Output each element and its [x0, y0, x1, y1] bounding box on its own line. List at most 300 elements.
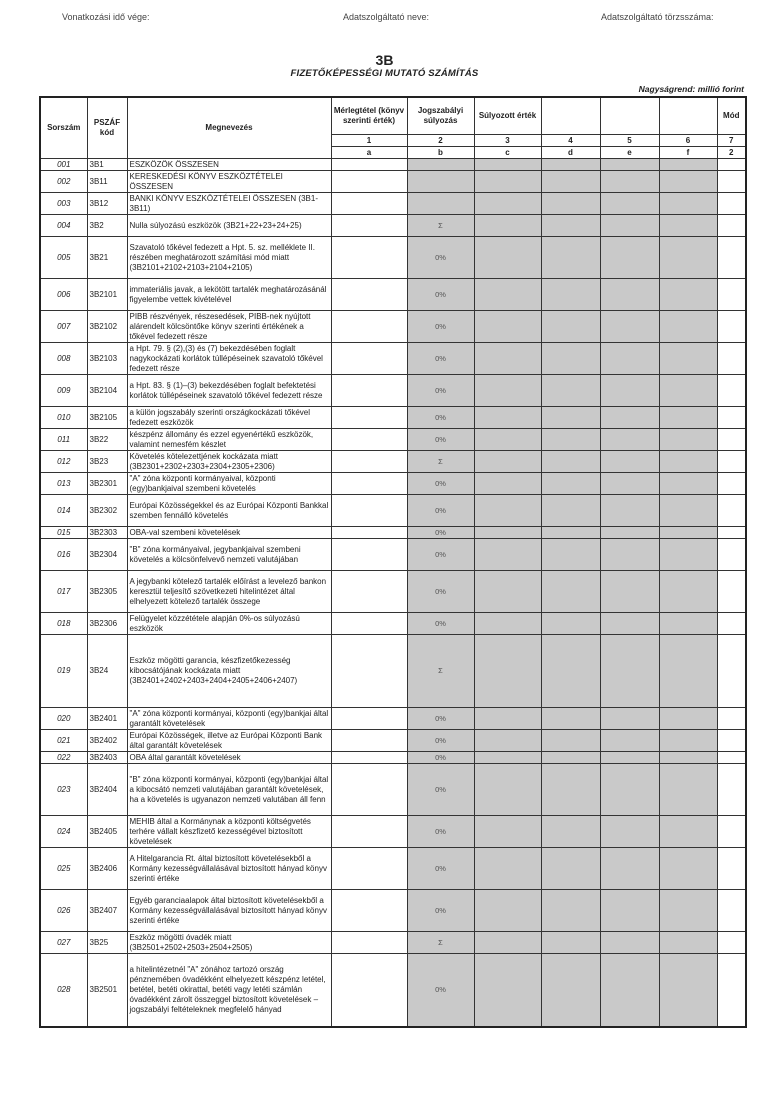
cell-col-4: [541, 539, 600, 571]
cell-mod[interactable]: [717, 752, 746, 764]
cell-balance-value[interactable]: [331, 375, 407, 407]
cell-col-6: [659, 159, 717, 171]
col-number: 2: [407, 135, 474, 147]
row-number: 015: [40, 527, 87, 539]
cell-weighted-value: [474, 613, 541, 635]
row-pszaf-code: 3B21: [87, 237, 127, 279]
row-number: 012: [40, 451, 87, 473]
cell-mod[interactable]: [717, 764, 746, 816]
cell-weighted-value: [474, 730, 541, 752]
row-pszaf-code: 3B25: [87, 932, 127, 954]
cell-col-4: [541, 816, 600, 848]
col-header-2: Jogszabályi súlyozás: [407, 97, 474, 135]
cell-weighted-value: [474, 954, 541, 1028]
row-number: 020: [40, 708, 87, 730]
row-pszaf-code: 3B2402: [87, 730, 127, 752]
row-number: 014: [40, 495, 87, 527]
cell-col-4: [541, 764, 600, 816]
table-row: [40, 343, 746, 375]
cell-mod[interactable]: [717, 311, 746, 343]
row-number: 011: [40, 429, 87, 451]
row-pszaf-code: 3B24: [87, 635, 127, 708]
cell-col-6: [659, 571, 717, 613]
cell-col-6: [659, 429, 717, 451]
row-pszaf-code: 3B2306: [87, 613, 127, 635]
row-pszaf-code: 3B2304: [87, 539, 127, 571]
row-label: készpénz állomány és ezzel egyenértékű eszközök, valamint nemesfém készlet: [127, 429, 331, 451]
cell-col-6: [659, 215, 717, 237]
row-label: a Hpt. 79. § (2),(3) és (7) bekezdésében foglalt nagykockázati korlátok túllépéseinek szavatoló tőkével fedezett része: [127, 343, 331, 375]
cell-mod[interactable]: [717, 375, 746, 407]
cell-balance-value[interactable]: [331, 932, 407, 954]
cell-balance-value[interactable]: [331, 159, 407, 171]
row-pszaf-code: 3B2104: [87, 375, 127, 407]
table-row: [40, 613, 746, 635]
cell-col-5: [600, 193, 659, 215]
row-number: 017: [40, 571, 87, 613]
cell-mod[interactable]: [717, 473, 746, 495]
row-label: MEHIB által a Kormánynak a központi költségvetés terhére vállalt készfizető kezességével biztosított követelések: [127, 816, 331, 848]
cell-weighting: 0%: [407, 429, 474, 451]
row-number: 023: [40, 764, 87, 816]
col-header-megnevezes: Megnevezés: [127, 97, 331, 159]
row-pszaf-code: 3B2301: [87, 473, 127, 495]
row-pszaf-code: 3B2407: [87, 890, 127, 932]
cell-col-6: [659, 311, 717, 343]
cell-mod[interactable]: [717, 237, 746, 279]
cell-weighted-value: [474, 279, 541, 311]
col-number: 1: [331, 135, 407, 147]
row-number: 008: [40, 343, 87, 375]
cell-balance-value[interactable]: [331, 635, 407, 708]
cell-weighting: 0%: [407, 473, 474, 495]
table-row: [40, 954, 746, 1028]
cell-weighted-value: [474, 635, 541, 708]
cell-weighted-value: [474, 708, 541, 730]
col-letter: d: [541, 147, 600, 159]
row-number: 027: [40, 932, 87, 954]
cell-col-6: [659, 279, 717, 311]
solvency-table: [39, 96, 747, 1028]
cell-col-6: [659, 451, 717, 473]
row-label: "B" zóna központi kormányai, központi (egy)bankjai által a kibocsátó nemzeti valutájában garantált követelések, ha a követelés is ugyanazon nemzeti valutában áll fenn: [127, 764, 331, 816]
cell-col-6: [659, 613, 717, 635]
row-pszaf-code: 3B11: [87, 171, 127, 193]
col-number: 4: [541, 135, 600, 147]
table-row: [40, 932, 746, 954]
col-letter: b: [407, 147, 474, 159]
cell-col-6: [659, 539, 717, 571]
table-row: [40, 890, 746, 932]
row-number: 002: [40, 171, 87, 193]
cell-col-5: [600, 375, 659, 407]
cell-weighting: 0%: [407, 890, 474, 932]
cell-col-4: [541, 171, 600, 193]
col-number: 7: [717, 135, 746, 147]
cell-balance-value[interactable]: [331, 279, 407, 311]
cell-mod[interactable]: [717, 848, 746, 890]
cell-col-4: [541, 429, 600, 451]
cell-col-4: [541, 159, 600, 171]
cell-weighted-value: [474, 215, 541, 237]
col-letter: c: [474, 147, 541, 159]
row-number: 026: [40, 890, 87, 932]
cell-balance-value[interactable]: [331, 473, 407, 495]
row-number: 013: [40, 473, 87, 495]
cell-weighting: 0%: [407, 954, 474, 1028]
cell-weighting: 0%: [407, 571, 474, 613]
cell-weighting: 0%: [407, 407, 474, 429]
cell-col-6: [659, 708, 717, 730]
row-number: 006: [40, 279, 87, 311]
cell-col-4: [541, 730, 600, 752]
cell-col-5: [600, 932, 659, 954]
row-pszaf-code: 3B2406: [87, 848, 127, 890]
cell-col-4: [541, 473, 600, 495]
cell-weighting: 0%: [407, 375, 474, 407]
cell-mod[interactable]: [717, 527, 746, 539]
row-number: 022: [40, 752, 87, 764]
row-pszaf-code: 3B22: [87, 429, 127, 451]
cell-weighted-value: [474, 816, 541, 848]
cell-col-5: [600, 571, 659, 613]
cell-col-5: [600, 635, 659, 708]
cell-col-4: [541, 193, 600, 215]
table-row: [40, 237, 746, 279]
cell-col-6: [659, 848, 717, 890]
col-letter: a: [331, 147, 407, 159]
cell-col-6: [659, 171, 717, 193]
table-row: [40, 764, 746, 816]
cell-balance-value[interactable]: [331, 495, 407, 527]
cell-weighted-value: [474, 752, 541, 764]
cell-col-6: [659, 343, 717, 375]
cell-col-4: [541, 215, 600, 237]
cell-mod[interactable]: [717, 635, 746, 708]
col-header-4: [541, 97, 600, 135]
table-row: [40, 279, 746, 311]
cell-balance-value[interactable]: [331, 708, 407, 730]
cell-col-5: [600, 495, 659, 527]
cell-col-6: [659, 635, 717, 708]
cell-balance-value[interactable]: [331, 311, 407, 343]
cell-col-5: [600, 279, 659, 311]
cell-col-4: [541, 375, 600, 407]
cell-balance-value[interactable]: [331, 816, 407, 848]
cell-mod[interactable]: [717, 571, 746, 613]
cell-balance-value[interactable]: [331, 730, 407, 752]
table-row: [40, 635, 746, 708]
cell-weighting: 0%: [407, 848, 474, 890]
row-pszaf-code: 3B2403: [87, 752, 127, 764]
row-label: "B" zóna kormányaival, jegybankjaival szembeni követelés a kölcsönfelvevő nemzeti valutájában: [127, 539, 331, 571]
cell-col-4: [541, 613, 600, 635]
cell-weighted-value: [474, 890, 541, 932]
cell-mod[interactable]: [717, 816, 746, 848]
cell-balance-value[interactable]: [331, 171, 407, 193]
cell-col-6: [659, 932, 717, 954]
provider-name-label: Adatszolgáltató neve:: [343, 12, 430, 22]
row-label: PIBB részvények, részesedések, PIBB-nek nyújtott alárendelt kölcsöntőke könyv szerinti értékének a tőkével fedezett része: [127, 311, 331, 343]
row-label: "A" zóna központi kormányaival, központi (egy)bankjaival szembeni követelés: [127, 473, 331, 495]
row-label: OBA által garantált követelések: [127, 752, 331, 764]
cell-mod[interactable]: [717, 407, 746, 429]
cell-weighting: [407, 193, 474, 215]
cell-col-5: [600, 343, 659, 375]
cell-weighted-value: [474, 848, 541, 890]
col-header-5: [600, 97, 659, 135]
cell-balance-value[interactable]: [331, 429, 407, 451]
col-header-1: Mérlegtétel (könyv szerinti érték): [331, 97, 407, 135]
cell-col-5: [600, 527, 659, 539]
cell-weighting: [407, 171, 474, 193]
cell-weighting: 0%: [407, 311, 474, 343]
table-row: [40, 451, 746, 473]
cell-col-4: [541, 708, 600, 730]
row-label: a Hpt. 83. § (1)–(3) bekezdésében foglalt befektetési korlátok túllépéseinek szavatoló tőkével fedezett része: [127, 375, 331, 407]
cell-mod[interactable]: [717, 932, 746, 954]
row-number: 001: [40, 159, 87, 171]
cell-weighted-value: [474, 495, 541, 527]
row-label: a hitelintézetnél "A" zónához tartozó ország pénznemében óvadékként elhelyezett készpénz letétel, betétel, betéti okirattal, betéti vagy letéti számlán óvadékként zárolt összeggel biztosított követelések – jogszabályi feltételeknek megfelelő hányad: [127, 954, 331, 1028]
cell-weighted-value: [474, 429, 541, 451]
cell-weighted-value: [474, 571, 541, 613]
cell-weighting: 0%: [407, 279, 474, 311]
cell-col-4: [541, 848, 600, 890]
cell-mod[interactable]: [717, 215, 746, 237]
row-number: 021: [40, 730, 87, 752]
cell-balance-value[interactable]: [331, 527, 407, 539]
cell-mod[interactable]: [717, 343, 746, 375]
row-pszaf-code: 3B2404: [87, 764, 127, 816]
col-number: 3: [474, 135, 541, 147]
table-row: [40, 429, 746, 451]
cell-weighting: Σ: [407, 932, 474, 954]
table-row: [40, 527, 746, 539]
cell-mod[interactable]: [717, 429, 746, 451]
cell-col-5: [600, 311, 659, 343]
cell-col-5: [600, 613, 659, 635]
cell-col-4: [541, 451, 600, 473]
cell-weighted-value: [474, 473, 541, 495]
table-row: [40, 708, 746, 730]
col-header-6: [659, 97, 717, 135]
cell-col-6: [659, 407, 717, 429]
cell-balance-value[interactable]: [331, 954, 407, 1028]
table-row: [40, 473, 746, 495]
row-pszaf-code: 3B12: [87, 193, 127, 215]
cell-weighted-value: [474, 193, 541, 215]
row-number: 024: [40, 816, 87, 848]
cell-mod[interactable]: [717, 451, 746, 473]
row-label: a külön jogszabály szerinti országkockázati tőkével fedezett eszközök: [127, 407, 331, 429]
row-pszaf-code: 3B2401: [87, 708, 127, 730]
cell-weighted-value: [474, 237, 541, 279]
provider-id-label: Adatszolgáltató törzsszáma:: [601, 12, 714, 22]
cell-col-5: [600, 237, 659, 279]
cell-col-5: [600, 451, 659, 473]
cell-balance-value[interactable]: [331, 343, 407, 375]
cell-col-4: [541, 237, 600, 279]
cell-col-4: [541, 279, 600, 311]
table-row: [40, 171, 746, 193]
cell-col-5: [600, 429, 659, 451]
cell-col-6: [659, 473, 717, 495]
unit-label: Nagyságrend: millió forint: [638, 84, 744, 94]
cell-balance-value[interactable]: [331, 215, 407, 237]
cell-weighting: 0%: [407, 343, 474, 375]
form-title: FIZETŐKÉPESSÉGI MUTATÓ SZÁMÍTÁS: [290, 68, 479, 79]
row-label: Eszköz mögötti garancia, készfizetőkezesség kibocsátójának kockázata miatt (3B2401+2402+2403+2404+2405+2406+2407): [127, 635, 331, 708]
cell-balance-value[interactable]: [331, 571, 407, 613]
cell-balance-value[interactable]: [331, 848, 407, 890]
row-pszaf-code: 3B2102: [87, 311, 127, 343]
cell-weighted-value: [474, 539, 541, 571]
cell-mod[interactable]: [717, 613, 746, 635]
col-header-3: Súlyozott érték: [474, 97, 541, 135]
row-number: 003: [40, 193, 87, 215]
cell-mod[interactable]: [717, 279, 746, 311]
row-label: Európai Közösségekkel és az Európai Központi Bankkal szemben fennálló követelés: [127, 495, 331, 527]
cell-weighting: 0%: [407, 613, 474, 635]
cell-weighting: 0%: [407, 708, 474, 730]
cell-weighting: 0%: [407, 752, 474, 764]
cell-weighting: 0%: [407, 730, 474, 752]
period-end-label: Vonatkozási idő vége:: [62, 12, 150, 22]
cell-col-4: [541, 407, 600, 429]
col-letter: f: [659, 147, 717, 159]
row-number: 004: [40, 215, 87, 237]
cell-weighting: Σ: [407, 215, 474, 237]
cell-weighting: 0%: [407, 495, 474, 527]
row-label: A jegybanki kötelező tartalék előírást a levelező bankon keresztül teljesítő szövetkezeti hitelintézet által elhelyezett kötelező tartalék összege: [127, 571, 331, 613]
table-row: [40, 539, 746, 571]
cell-weighted-value: [474, 932, 541, 954]
cell-weighting: Σ: [407, 635, 474, 708]
row-pszaf-code: 3B2103: [87, 343, 127, 375]
cell-balance-value[interactable]: [331, 752, 407, 764]
row-pszaf-code: 3B2105: [87, 407, 127, 429]
cell-weighted-value: [474, 343, 541, 375]
cell-balance-value[interactable]: [331, 764, 407, 816]
row-label: Szavatoló tőkével fedezett a Hpt. 5. sz. melléklete II. részében meghatározott számítási mód miatt (3B2101+2102+2103+2104+2105): [127, 237, 331, 279]
cell-weighted-value: [474, 407, 541, 429]
cell-col-6: [659, 764, 717, 816]
row-number: 005: [40, 237, 87, 279]
cell-mod[interactable]: [717, 890, 746, 932]
cell-col-6: [659, 375, 717, 407]
cell-col-5: [600, 890, 659, 932]
cell-weighting: 0%: [407, 237, 474, 279]
row-pszaf-code: 3B2101: [87, 279, 127, 311]
cell-col-5: [600, 215, 659, 237]
cell-weighted-value: [474, 375, 541, 407]
row-pszaf-code: 3B23: [87, 451, 127, 473]
row-number: 019: [40, 635, 87, 708]
cell-balance-value[interactable]: [331, 193, 407, 215]
row-number: 025: [40, 848, 87, 890]
row-label: KERESKEDÉSI KÖNYV ESZKÖZTÉTELEI ÖSSZESEN: [127, 171, 331, 193]
table-row: [40, 311, 746, 343]
row-number: 007: [40, 311, 87, 343]
row-label: Követelés kötelezettjének kockázata miatt (3B2301+2302+2303+2304+2305+2306): [127, 451, 331, 473]
row-label: ESZKÖZÖK ÖSSZESEN: [127, 159, 331, 171]
cell-balance-value[interactable]: [331, 613, 407, 635]
col-letter: e: [600, 147, 659, 159]
row-label: Nulla súlyozású eszközök (3B21+22+23+24+25): [127, 215, 331, 237]
row-number: 016: [40, 539, 87, 571]
cell-col-6: [659, 193, 717, 215]
col-header-mod: Mód: [717, 97, 746, 135]
cell-mod[interactable]: [717, 193, 746, 215]
cell-balance-value[interactable]: [331, 407, 407, 429]
col-letter: 2: [717, 147, 746, 159]
cell-mod[interactable]: [717, 539, 746, 571]
row-number: 009: [40, 375, 87, 407]
cell-weighted-value: [474, 311, 541, 343]
cell-mod[interactable]: [717, 708, 746, 730]
cell-col-5: [600, 816, 659, 848]
table-row: [40, 730, 746, 752]
cell-col-4: [541, 954, 600, 1028]
table-row: [40, 407, 746, 429]
row-pszaf-code: 3B2303: [87, 527, 127, 539]
cell-col-4: [541, 752, 600, 764]
cell-mod[interactable]: [717, 171, 746, 193]
row-label: immateriális javak, a lekötött tartalék meghatározásánál figyelembe vettek kivételével: [127, 279, 331, 311]
row-label: Egyéb garanciaalapok által biztosított követelésekből a Kormány kezességvállalásával biztosított hányad könyv szerinti értéke: [127, 890, 331, 932]
row-label: "A" zóna központi kormányai, központi (egy)bankjai által garantált követelések: [127, 708, 331, 730]
cell-col-6: [659, 495, 717, 527]
cell-weighted-value: [474, 159, 541, 171]
cell-col-6: [659, 237, 717, 279]
cell-mod[interactable]: [717, 159, 746, 171]
cell-col-4: [541, 495, 600, 527]
table-row: [40, 816, 746, 848]
cell-col-5: [600, 473, 659, 495]
cell-col-6: [659, 816, 717, 848]
cell-mod[interactable]: [717, 730, 746, 752]
cell-col-6: [659, 890, 717, 932]
cell-col-4: [541, 635, 600, 708]
row-pszaf-code: 3B2: [87, 215, 127, 237]
cell-weighted-value: [474, 451, 541, 473]
cell-mod[interactable]: [717, 954, 746, 1028]
col-number: 6: [659, 135, 717, 147]
row-pszaf-code: 3B2302: [87, 495, 127, 527]
table-row: [40, 495, 746, 527]
cell-balance-value[interactable]: [331, 451, 407, 473]
cell-weighted-value: [474, 171, 541, 193]
row-pszaf-code: 3B2305: [87, 571, 127, 613]
cell-weighted-value: [474, 527, 541, 539]
col-header-sorszam: Sorszám: [40, 97, 87, 159]
cell-col-5: [600, 159, 659, 171]
cell-balance-value[interactable]: [331, 237, 407, 279]
cell-weighting: Σ: [407, 451, 474, 473]
col-number: 5: [600, 135, 659, 147]
cell-col-5: [600, 764, 659, 816]
cell-balance-value[interactable]: [331, 539, 407, 571]
cell-col-5: [600, 954, 659, 1028]
cell-weighting: 0%: [407, 527, 474, 539]
table-row: [40, 159, 746, 171]
row-label: Felügyelet közzététele alapján 0%-os súlyozású eszközök: [127, 613, 331, 635]
cell-balance-value[interactable]: [331, 890, 407, 932]
cell-col-4: [541, 311, 600, 343]
cell-mod[interactable]: [717, 495, 746, 527]
cell-weighting: 0%: [407, 539, 474, 571]
